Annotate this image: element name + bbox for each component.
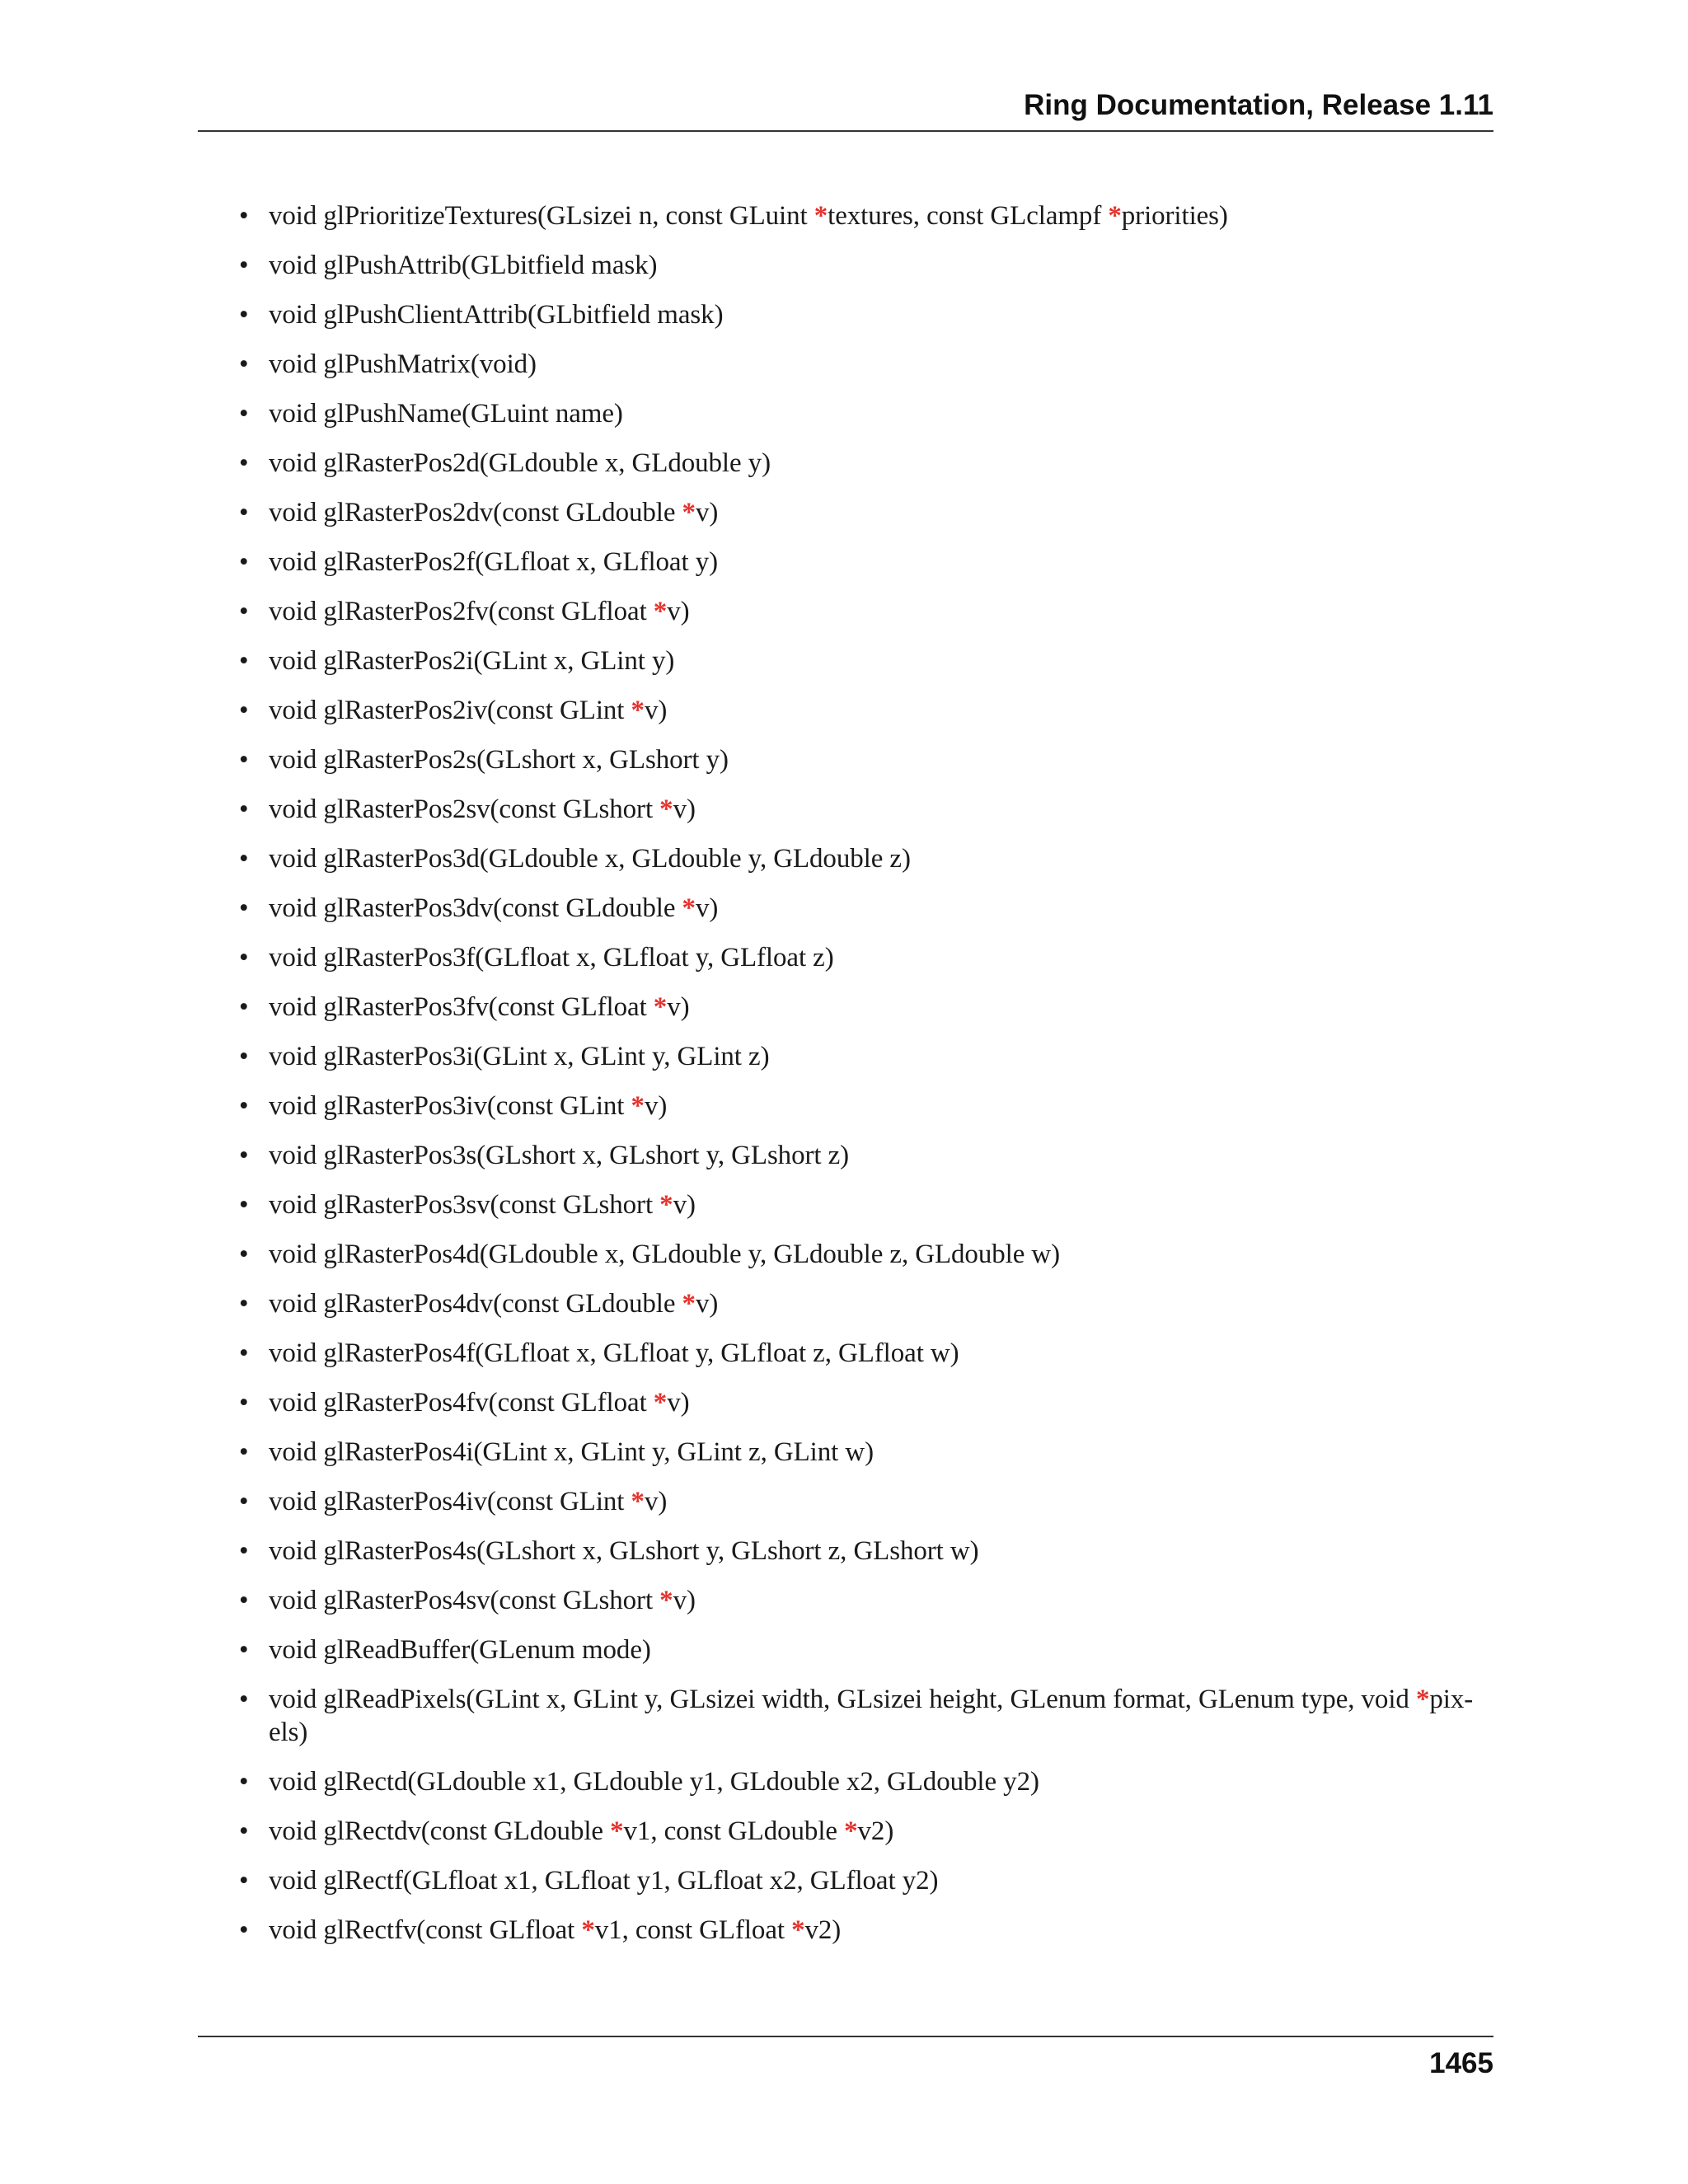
bullet-icon: •	[239, 1586, 249, 1615]
signature-text: textures, const GLclampf	[828, 201, 1109, 231]
list-item	[239, 397, 1493, 430]
bullet-icon: •	[239, 1141, 249, 1170]
list-item	[239, 249, 1493, 282]
signature-text: v)	[667, 597, 690, 626]
signature-text: void glRasterPos2f(GLfloat x, GLfloat y)	[269, 547, 718, 577]
list-item	[239, 1040, 1493, 1073]
pointer-asterisk: *	[659, 1586, 673, 1615]
bullet-icon: •	[239, 1635, 249, 1665]
bullet-icon: •	[239, 399, 249, 429]
bullet-icon: •	[239, 1767, 249, 1797]
signature-text: void glPushName(GLuint name)	[269, 399, 623, 429]
list-item	[239, 991, 1493, 1024]
bullet-icon: •	[239, 300, 249, 330]
signature-text: void glRasterPos2d(GLdouble x, GLdouble y)	[269, 448, 771, 478]
signature-text: void glReadPixels(GLint x, GLint y, GLsizei width, GLsizei height, GLenum format, GLenum type, void	[269, 1685, 1416, 1714]
signature-text: void glPrioritizeTextures(GLsizei n, const GLuint	[269, 201, 814, 231]
bullet-icon: •	[239, 251, 249, 280]
signature-text: void glRasterPos2dv(const GLdouble	[269, 498, 682, 527]
list-item	[239, 546, 1493, 579]
signature-text: v)	[673, 1586, 696, 1615]
signature-text: void glRasterPos4sv(const GLshort	[269, 1586, 660, 1615]
signature-text: void glPushAttrib(GLbitfield mask)	[269, 251, 658, 280]
bullet-icon: •	[239, 1240, 249, 1269]
bullet-icon: •	[239, 992, 249, 1022]
list-item	[239, 298, 1493, 331]
list-item	[239, 793, 1493, 826]
signature-text: void glRasterPos4s(GLshort x, GLshort y, GLshort z, GLshort w)	[269, 1536, 979, 1566]
signature-text: void glRasterPos2i(GLint x, GLint y)	[269, 646, 675, 676]
function-list	[239, 199, 1493, 1947]
signature-text: v)	[695, 498, 719, 527]
bullet-icon: •	[239, 547, 249, 577]
document-title: Ring Documentation, Release 1.11	[1024, 89, 1493, 121]
list-item	[239, 1535, 1493, 1568]
signature-text: void glRectd(GLdouble x1, GLdouble y1, GLdouble x2, GLdouble y2)	[269, 1767, 1039, 1797]
main-content	[239, 199, 1493, 1963]
signature-text: void glPushClientAttrib(GLbitfield mask)	[269, 300, 724, 330]
bullet-icon: •	[239, 1437, 249, 1467]
list-item	[239, 743, 1493, 776]
signature-text: void glRectdv(const GLdouble	[269, 1816, 611, 1846]
list-item	[239, 447, 1493, 480]
signature-text: void glRasterPos2sv(const GLshort	[269, 794, 660, 824]
list-item	[239, 1337, 1493, 1370]
bullet-icon: •	[239, 1091, 249, 1121]
pointer-asterisk: *	[1415, 1685, 1430, 1714]
signature-text: void glRectf(GLfloat x1, GLfloat y1, GLfloat x2, GLfloat y2)	[269, 1866, 939, 1896]
signature-text: v)	[644, 1487, 668, 1516]
list-item	[239, 1238, 1493, 1271]
pointer-asterisk: *	[653, 597, 668, 626]
signature-text: void glRasterPos2iv(const GLint	[269, 696, 631, 725]
bullet-icon: •	[239, 201, 249, 231]
signature-text: void glReadBuffer(GLenum mode)	[269, 1635, 651, 1665]
list-item	[239, 496, 1493, 529]
pointer-asterisk: *	[682, 893, 696, 923]
list-item	[239, 1815, 1493, 1848]
signature-text: v1, const GLdouble	[623, 1816, 845, 1846]
signature-text: v)	[695, 1289, 719, 1319]
bullet-icon: •	[239, 1685, 249, 1714]
pointer-asterisk: *	[653, 1388, 668, 1418]
list-item	[239, 199, 1493, 232]
page-number: 1465	[1429, 2047, 1493, 2079]
signature-text: void glRasterPos3sv(const GLshort	[269, 1190, 660, 1220]
list-item	[239, 644, 1493, 677]
bullet-icon: •	[239, 1338, 249, 1368]
signature-text: void glRasterPos4f(GLfloat x, GLfloat y, GLfloat z, GLfloat w)	[269, 1338, 959, 1368]
signature-text: void glPushMatrix(void)	[269, 349, 537, 379]
pointer-asterisk: *	[1108, 201, 1122, 231]
signature-text: void glRectfv(const GLfloat	[269, 1915, 582, 1945]
signature-text: void glRasterPos3dv(const GLdouble	[269, 893, 682, 923]
signature-text: void glRasterPos4iv(const GLint	[269, 1487, 631, 1516]
pointer-asterisk: *	[631, 1091, 645, 1121]
list-item	[239, 842, 1493, 875]
signature-text: priorities)	[1121, 201, 1228, 231]
bullet-icon: •	[239, 597, 249, 626]
signature-text: v1, const GLfloat	[594, 1915, 792, 1945]
page-header	[198, 89, 1493, 132]
list-item	[239, 1386, 1493, 1419]
list-item	[239, 1188, 1493, 1221]
bullet-icon: •	[239, 1388, 249, 1418]
signature-text: v)	[667, 992, 690, 1022]
signature-text: v)	[673, 794, 696, 824]
list-item	[239, 1139, 1493, 1172]
bullet-icon: •	[239, 1816, 249, 1846]
signature-text: void glRasterPos4i(GLint x, GLint y, GLint z, GLint w)	[269, 1437, 874, 1467]
bullet-icon: •	[239, 794, 249, 824]
pointer-asterisk: *	[814, 201, 828, 231]
pointer-asterisk: *	[791, 1915, 805, 1945]
bullet-icon: •	[239, 1536, 249, 1566]
pointer-asterisk: *	[581, 1915, 595, 1945]
pointer-asterisk: *	[631, 696, 645, 725]
list-item	[239, 694, 1493, 727]
signature-text: v2)	[857, 1816, 894, 1846]
bullet-icon: •	[239, 1289, 249, 1319]
signature-text: v2)	[804, 1915, 842, 1945]
pointer-asterisk: *	[659, 794, 673, 824]
signature-text: void glRasterPos3s(GLshort x, GLshort y, GLshort z)	[269, 1141, 850, 1170]
signature-text: void glRasterPos3fv(const GLfloat	[269, 992, 654, 1022]
list-item	[239, 1683, 1493, 1749]
list-item	[239, 1633, 1493, 1666]
bullet-icon: •	[239, 1487, 249, 1516]
signature-text: v)	[673, 1190, 696, 1220]
list-item	[239, 1436, 1493, 1469]
bullet-icon: •	[239, 1190, 249, 1220]
signature-text: pix-	[1429, 1685, 1474, 1714]
pointer-asterisk: *	[631, 1487, 645, 1516]
bullet-icon: •	[239, 844, 249, 874]
signature-text: void glRasterPos2fv(const GLfloat	[269, 597, 654, 626]
list-item	[239, 1287, 1493, 1320]
signature-text: void glRasterPos3iv(const GLint	[269, 1091, 631, 1121]
pointer-asterisk: *	[682, 498, 696, 527]
bullet-icon: •	[239, 646, 249, 676]
bullet-icon: •	[239, 1915, 249, 1945]
signature-text: v)	[695, 893, 719, 923]
pointer-asterisk: *	[653, 992, 668, 1022]
list-item	[239, 1864, 1493, 1897]
page-footer	[198, 2036, 1493, 2079]
bullet-icon: •	[239, 349, 249, 379]
bullet-icon: •	[239, 498, 249, 527]
pointer-asterisk: *	[610, 1816, 624, 1846]
list-item	[239, 941, 1493, 974]
list-item	[239, 348, 1493, 381]
signature-text: void glRasterPos3d(GLdouble x, GLdouble y, GLdouble z)	[269, 844, 911, 874]
list-item	[239, 595, 1493, 628]
signature-text: v)	[644, 1091, 668, 1121]
list-item	[239, 1765, 1493, 1798]
signature-text: void glRasterPos4fv(const GLfloat	[269, 1388, 654, 1418]
bullet-icon: •	[239, 448, 249, 478]
pointer-asterisk: *	[659, 1190, 673, 1220]
list-item	[239, 1584, 1493, 1617]
signature-text: void glRasterPos4dv(const GLdouble	[269, 1289, 682, 1319]
signature-text: v)	[644, 696, 668, 725]
bullet-icon: •	[239, 893, 249, 923]
signature-text: els)	[269, 1718, 308, 1747]
bullet-icon: •	[239, 943, 249, 972]
signature-text: v)	[667, 1388, 690, 1418]
signature-text: void glRasterPos3i(GLint x, GLint y, GLint z)	[269, 1042, 770, 1071]
bullet-icon: •	[239, 696, 249, 725]
signature-text: void glRasterPos2s(GLshort x, GLshort y)	[269, 745, 729, 775]
pointer-asterisk: *	[844, 1816, 858, 1846]
bullet-icon: •	[239, 745, 249, 775]
list-item	[239, 1485, 1493, 1518]
list-item	[239, 1914, 1493, 1947]
bullet-icon: •	[239, 1042, 249, 1071]
signature-text: void glRasterPos3f(GLfloat x, GLfloat y, GLfloat z)	[269, 943, 834, 972]
list-item	[239, 892, 1493, 925]
signature-text: void glRasterPos4d(GLdouble x, GLdouble y, GLdouble z, GLdouble w)	[269, 1240, 1061, 1269]
list-item	[239, 1090, 1493, 1122]
bullet-icon: •	[239, 1866, 249, 1896]
pointer-asterisk: *	[682, 1289, 696, 1319]
